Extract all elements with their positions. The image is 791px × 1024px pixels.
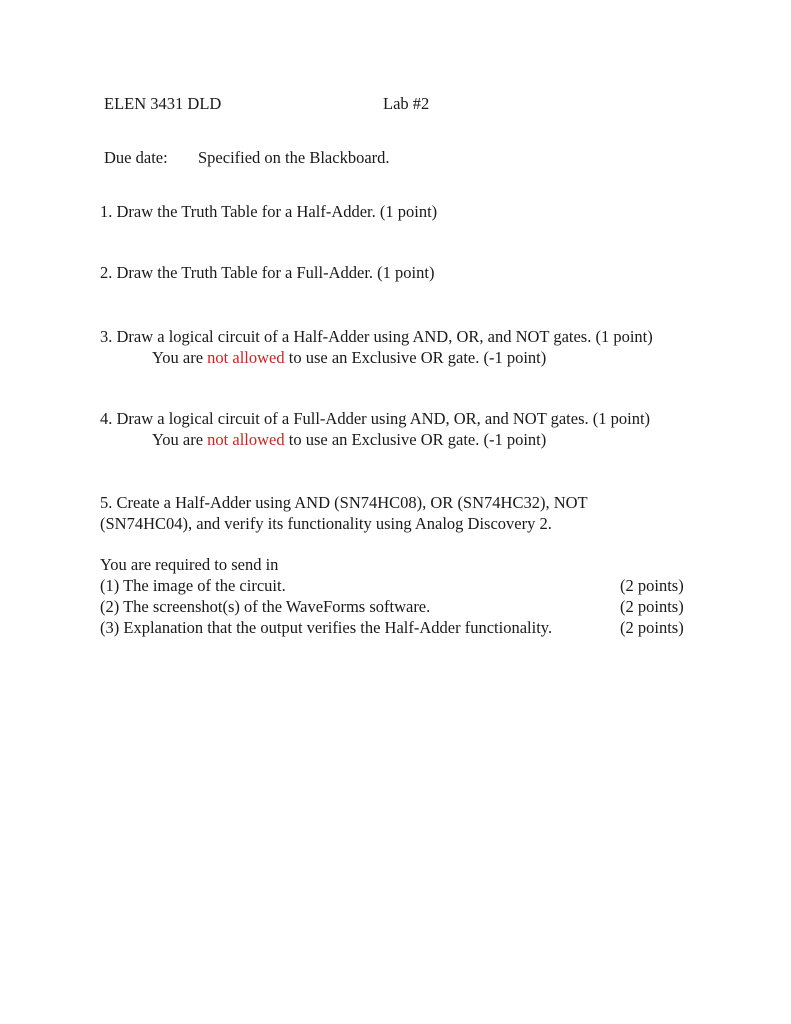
- not-allowed-highlight: not allowed: [207, 430, 285, 449]
- question-4: 4. Draw a logical circuit of a Full-Adder using AND, OR, and NOT gates. (1 point): [100, 409, 651, 428]
- requirement-3: (3) Explanation that the output verifies the Half-Adder functionality.: [100, 618, 553, 637]
- note-prefix: You are: [152, 348, 208, 367]
- question-1: 1. Draw the Truth Table for a Half-Adder. (1 point): [100, 202, 438, 221]
- requirement-1: (1) The image of the circuit.: [100, 576, 286, 595]
- course-title: ELEN 3431 DLD: [104, 94, 222, 113]
- due-date-label: Due date:: [104, 148, 168, 167]
- submission-intro: You are required to send in: [100, 555, 279, 574]
- note-suffix: to use an Exclusive OR gate. (-1 point): [284, 348, 547, 367]
- requirement-3-points: (2 points): [620, 618, 684, 637]
- question-5-line-1: 5. Create a Half-Adder using AND (SN74HC08), OR (SN74HC32), NOT: [100, 493, 588, 512]
- note-suffix: to use an Exclusive OR gate. (-1 point): [284, 430, 547, 449]
- question-2: 2. Draw the Truth Table for a Full-Adder. (1 point): [100, 263, 435, 282]
- question-4-note: [152, 430, 546, 450]
- question-3-note: [152, 348, 546, 368]
- question-3: 3. Draw a logical circuit of a Half-Adder using AND, OR, and NOT gates. (1 point): [100, 327, 653, 346]
- question-5-line-2: (SN74HC04), and verify its functionality using Analog Discovery 2.: [100, 514, 552, 533]
- requirement-2: (2) The screenshot(s) of the WaveForms software.: [100, 597, 431, 616]
- due-date-value: Specified on the Blackboard.: [198, 148, 390, 167]
- not-allowed-highlight: not allowed: [207, 348, 285, 367]
- requirement-1-points: (2 points): [620, 576, 684, 595]
- note-prefix: You are: [152, 430, 208, 449]
- lab-number: Lab #2: [383, 94, 430, 113]
- requirement-2-points: (2 points): [620, 597, 684, 616]
